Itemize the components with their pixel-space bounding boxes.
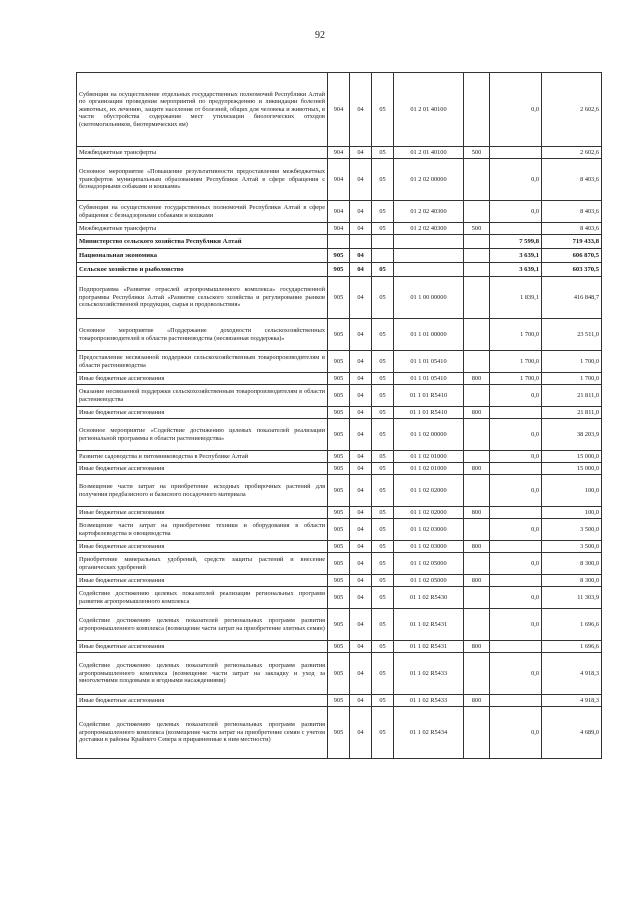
row-name-cell: Содействие достижению целевых показателей региональных программ развития агропромышленного комплекса (возмещение части затрат на приобретение элитных семян) bbox=[77, 609, 328, 641]
section-code-cell: 04 bbox=[350, 147, 372, 159]
amount-total-cell: 8 300,0 bbox=[542, 553, 602, 575]
row-name-cell: Возмещение части затрат на приобретение исходных пробирочных растений для получения предбазисного и базисного посадочного материала bbox=[77, 475, 328, 507]
target-article-cell bbox=[394, 263, 464, 277]
amount-change-cell: 3 639,1 bbox=[490, 249, 542, 263]
table-row bbox=[77, 147, 602, 159]
amount-total-cell: 606 870,5 bbox=[542, 249, 602, 263]
subsection-code-cell: 05 bbox=[372, 695, 394, 707]
amount-total-cell: 4 689,0 bbox=[542, 707, 602, 759]
amount-change-cell: 0,0 bbox=[490, 475, 542, 507]
target-article-cell: 01 2 02 40300 bbox=[394, 201, 464, 223]
section-code-cell: 04 bbox=[350, 575, 372, 587]
table-row bbox=[77, 463, 602, 475]
section-code-cell: 04 bbox=[350, 653, 372, 695]
amount-change-cell bbox=[490, 507, 542, 519]
subsection-code-cell: 05 bbox=[372, 653, 394, 695]
section-code-cell: 04 bbox=[350, 159, 372, 201]
expense-type-cell bbox=[464, 519, 490, 541]
table-row bbox=[77, 319, 602, 351]
amount-total-cell: 8 300,0 bbox=[542, 575, 602, 587]
section-code-cell bbox=[350, 235, 372, 249]
amount-total-cell: 8 403,6 bbox=[542, 223, 602, 235]
section-code-cell: 04 bbox=[350, 73, 372, 147]
ministry-code-cell: 905 bbox=[328, 609, 350, 641]
ministry-code-cell: 905 bbox=[328, 575, 350, 587]
subsection-code-cell: 05 bbox=[372, 159, 394, 201]
table-row bbox=[77, 475, 602, 507]
ministry-code-cell: 905 bbox=[328, 351, 350, 373]
subsection-code-cell: 05 bbox=[372, 519, 394, 541]
row-name-cell: Основное мероприятие «Повышение результативности предоставления межбюджетных трансфертов муниципальным образованиям Республики Алтай в сфере обращения с безнадзорными собаками и кошками» bbox=[77, 159, 328, 201]
table-row bbox=[77, 407, 602, 419]
expense-type-cell bbox=[464, 263, 490, 277]
ministry-code-cell: 905 bbox=[328, 249, 350, 263]
row-name-cell: Оказание несвязанной поддержки сельскохозяйственным товаропроизводителям в области растениеводства bbox=[77, 385, 328, 407]
target-article-cell: 01 1 01 05410 bbox=[394, 373, 464, 385]
ministry-code-cell: 905 bbox=[328, 373, 350, 385]
section-code-cell: 04 bbox=[350, 385, 372, 407]
ministry-code-cell: 904 bbox=[328, 73, 350, 147]
amount-total-cell: 416 848,7 bbox=[542, 277, 602, 319]
expense-type-cell bbox=[464, 319, 490, 351]
section-code-cell: 04 bbox=[350, 553, 372, 575]
ministry-code-cell: 904 bbox=[328, 159, 350, 201]
expense-type-cell bbox=[464, 419, 490, 451]
ministry-code-cell: 905 bbox=[328, 707, 350, 759]
section-code-cell: 04 bbox=[350, 507, 372, 519]
ministry-code-cell: 905 bbox=[328, 587, 350, 609]
target-article-cell: 01 1 02 02000 bbox=[394, 507, 464, 519]
target-article-cell: 01 1 02 R5433 bbox=[394, 695, 464, 707]
target-article-cell: 01 1 02 03000 bbox=[394, 541, 464, 553]
table-row bbox=[77, 519, 602, 541]
amount-change-cell bbox=[490, 463, 542, 475]
section-code-cell: 04 bbox=[350, 695, 372, 707]
ministry-code-cell: 905 bbox=[328, 451, 350, 463]
ministry-code-cell: 905 bbox=[328, 407, 350, 419]
section-code-cell: 04 bbox=[350, 475, 372, 507]
subsection-code-cell: 05 bbox=[372, 373, 394, 385]
ministry-code-cell: 905 bbox=[328, 319, 350, 351]
amount-total-cell: 15 000,0 bbox=[542, 463, 602, 475]
expense-type-cell bbox=[464, 277, 490, 319]
ministry-code-cell: 905 bbox=[328, 653, 350, 695]
expense-type-cell bbox=[464, 73, 490, 147]
ministry-code-cell: 905 bbox=[328, 475, 350, 507]
subsection-code-cell: 05 bbox=[372, 319, 394, 351]
section-code-cell: 04 bbox=[350, 463, 372, 475]
amount-total-cell: 3 500,0 bbox=[542, 541, 602, 553]
target-article-cell: 01 1 02 01000 bbox=[394, 451, 464, 463]
amount-change-cell bbox=[490, 695, 542, 707]
amount-total-cell: 8 403,6 bbox=[542, 159, 602, 201]
subsection-code-cell bbox=[372, 235, 394, 249]
section-code-cell: 04 bbox=[350, 223, 372, 235]
subsection-code-cell: 05 bbox=[372, 223, 394, 235]
table-row bbox=[77, 263, 602, 277]
section-code-cell: 04 bbox=[350, 263, 372, 277]
ministry-code-cell: 905 bbox=[328, 541, 350, 553]
amount-change-cell: 1 839,1 bbox=[490, 277, 542, 319]
amount-change-cell: 1 700,0 bbox=[490, 351, 542, 373]
row-name-cell: Министерство сельского хозяйства Республики Алтай bbox=[77, 235, 328, 249]
row-name-cell: Иные бюджетные ассигнования bbox=[77, 695, 328, 707]
amount-total-cell: 4 918,3 bbox=[542, 695, 602, 707]
table-row bbox=[77, 541, 602, 553]
subsection-code-cell: 05 bbox=[372, 507, 394, 519]
amount-change-cell: 0,0 bbox=[490, 159, 542, 201]
table-row bbox=[77, 451, 602, 463]
row-name-cell: Подпрограмма «Развитие отраслей агропромышленного комплекса» государственной программы Республики Алтай «Развитие сельского хозяйства и регулирование рынков сельскохозяйственной продукции, сырья и продовольствия» bbox=[77, 277, 328, 319]
table-row bbox=[77, 507, 602, 519]
target-article-cell: 01 1 01 R5410 bbox=[394, 385, 464, 407]
amount-total-cell: 4 918,3 bbox=[542, 653, 602, 695]
table-row bbox=[77, 695, 602, 707]
table-row bbox=[77, 277, 602, 319]
table-row bbox=[77, 575, 602, 587]
target-article-cell bbox=[394, 249, 464, 263]
target-article-cell: 01 1 02 R5431 bbox=[394, 641, 464, 653]
section-code-cell: 04 bbox=[350, 373, 372, 385]
table-row bbox=[77, 641, 602, 653]
expense-type-cell: 800 bbox=[464, 541, 490, 553]
amount-total-cell: 1 696,6 bbox=[542, 641, 602, 653]
row-name-cell: Иные бюджетные ассигнования bbox=[77, 373, 328, 385]
subsection-code-cell: 05 bbox=[372, 277, 394, 319]
row-name-cell: Межбюджетные трансферты bbox=[77, 223, 328, 235]
table-row bbox=[77, 201, 602, 223]
amount-change-cell: 1 700,0 bbox=[490, 319, 542, 351]
expense-type-cell bbox=[464, 475, 490, 507]
amount-total-cell: 21 811,0 bbox=[542, 407, 602, 419]
expense-type-cell bbox=[464, 707, 490, 759]
row-name-cell: Межбюджетные трансферты bbox=[77, 147, 328, 159]
subsection-code-cell: 05 bbox=[372, 451, 394, 463]
target-article-cell: 01 1 00 00000 bbox=[394, 277, 464, 319]
amount-total-cell: 23 511,0 bbox=[542, 319, 602, 351]
subsection-code-cell: 05 bbox=[372, 147, 394, 159]
section-code-cell: 04 bbox=[350, 277, 372, 319]
budget-table-body bbox=[77, 73, 602, 759]
target-article-cell: 01 2 01 40100 bbox=[394, 147, 464, 159]
amount-total-cell: 2 602,6 bbox=[542, 73, 602, 147]
amount-change-cell: 7 599,8 bbox=[490, 235, 542, 249]
ministry-code-cell: 905 bbox=[328, 463, 350, 475]
amount-change-cell: 3 639,1 bbox=[490, 263, 542, 277]
target-article-cell: 01 1 02 05000 bbox=[394, 575, 464, 587]
subsection-code-cell: 05 bbox=[372, 263, 394, 277]
subsection-code-cell: 05 bbox=[372, 641, 394, 653]
section-code-cell: 04 bbox=[350, 641, 372, 653]
amount-total-cell: 15 000,0 bbox=[542, 451, 602, 463]
section-code-cell: 04 bbox=[350, 319, 372, 351]
section-code-cell: 04 bbox=[350, 609, 372, 641]
amount-total-cell: 603 370,5 bbox=[542, 263, 602, 277]
amount-total-cell: 1 700,0 bbox=[542, 351, 602, 373]
ministry-code-cell: 905 bbox=[328, 519, 350, 541]
table-row bbox=[77, 653, 602, 695]
amount-total-cell: 8 403,6 bbox=[542, 201, 602, 223]
amount-total-cell: 21 811,0 bbox=[542, 385, 602, 407]
target-article-cell: 01 1 02 01000 bbox=[394, 463, 464, 475]
row-name-cell: Субвенции на осуществление отдельных государственных полномочий Республики Алтай по организации проведения мероприятий по предупреждению и ликвидации болезней животных, их лечению, защите населения от болезней, общих для человека и животных, в части обустройства содержания мест утилизации биологических отходов (скотомогильников, биотермических ям) bbox=[77, 73, 328, 147]
target-article-cell: 01 1 02 R5431 bbox=[394, 609, 464, 641]
amount-total-cell: 100,0 bbox=[542, 507, 602, 519]
subsection-code-cell: 05 bbox=[372, 73, 394, 147]
subsection-code-cell: 05 bbox=[372, 201, 394, 223]
expense-type-cell bbox=[464, 351, 490, 373]
page-number: 92 bbox=[315, 30, 325, 41]
row-name-cell: Приобретение минеральных удобрений, средств защиты растений и внесение органических удобрений bbox=[77, 553, 328, 575]
amount-change-cell: 0,0 bbox=[490, 201, 542, 223]
row-name-cell: Возмещение части затрат на приобретение техники и оборудования в области картофелеводства и овощеводства bbox=[77, 519, 328, 541]
amount-change-cell bbox=[490, 223, 542, 235]
section-code-cell: 04 bbox=[350, 419, 372, 451]
amount-change-cell bbox=[490, 541, 542, 553]
expense-type-cell bbox=[464, 653, 490, 695]
ministry-code-cell: 904 bbox=[328, 201, 350, 223]
amount-change-cell: 1 700,0 bbox=[490, 373, 542, 385]
amount-change-cell: 0,0 bbox=[490, 707, 542, 759]
amount-change-cell: 0,0 bbox=[490, 587, 542, 609]
target-article-cell: 01 1 01 00000 bbox=[394, 319, 464, 351]
section-code-cell: 04 bbox=[350, 451, 372, 463]
ministry-code-cell: 905 bbox=[328, 553, 350, 575]
ministry-code-cell: 904 bbox=[328, 147, 350, 159]
section-code-cell: 04 bbox=[350, 541, 372, 553]
row-name-cell: Содействие достижению целевых показателей региональных программ развития агропромышленного комплекса (возмещение части затрат на приобретение семян с учетом доставки в районы Крайнего Севера и приравненные к ним местности) bbox=[77, 707, 328, 759]
row-name-cell: Иные бюджетные ассигнования bbox=[77, 541, 328, 553]
table-row bbox=[77, 707, 602, 759]
amount-change-cell bbox=[490, 407, 542, 419]
expense-type-cell: 800 bbox=[464, 641, 490, 653]
amount-change-cell: 0,0 bbox=[490, 653, 542, 695]
amount-change-cell: 0,0 bbox=[490, 73, 542, 147]
subsection-code-cell: 05 bbox=[372, 609, 394, 641]
subsection-code-cell bbox=[372, 249, 394, 263]
expense-type-cell bbox=[464, 587, 490, 609]
row-name-cell: Развитие садоводства и питомниководства в Республике Алтай bbox=[77, 451, 328, 463]
section-code-cell: 04 bbox=[350, 587, 372, 609]
amount-total-cell: 100,0 bbox=[542, 475, 602, 507]
amount-change-cell bbox=[490, 641, 542, 653]
subsection-code-cell: 05 bbox=[372, 463, 394, 475]
expense-type-cell bbox=[464, 385, 490, 407]
amount-change-cell: 0,0 bbox=[490, 609, 542, 641]
row-name-cell: Иные бюджетные ассигнования bbox=[77, 407, 328, 419]
expense-type-cell: 800 bbox=[464, 463, 490, 475]
expense-type-cell: 800 bbox=[464, 507, 490, 519]
subsection-code-cell: 05 bbox=[372, 419, 394, 451]
table-row bbox=[77, 159, 602, 201]
row-name-cell: Иные бюджетные ассигнования bbox=[77, 507, 328, 519]
table-row bbox=[77, 373, 602, 385]
target-article-cell: 01 2 02 40300 bbox=[394, 223, 464, 235]
subsection-code-cell: 05 bbox=[372, 351, 394, 373]
row-name-cell: Содействие достижению целевых показателей региональных программ развития агропромышленного комплекса (возмещение части затрат на закладку и уход за многолетними плодовыми и ягодными насаждениями) bbox=[77, 653, 328, 695]
subsection-code-cell: 05 bbox=[372, 707, 394, 759]
target-article-cell: 01 1 02 02000 bbox=[394, 475, 464, 507]
amount-total-cell: 3 500,0 bbox=[542, 519, 602, 541]
table-row bbox=[77, 419, 602, 451]
table-row bbox=[77, 587, 602, 609]
row-name-cell: Содействие достижению целевых показателей реализации региональных программ развития агропромышленного комплекса bbox=[77, 587, 328, 609]
table-row bbox=[77, 609, 602, 641]
subsection-code-cell: 05 bbox=[372, 385, 394, 407]
expense-type-cell: 800 bbox=[464, 575, 490, 587]
expense-type-cell bbox=[464, 553, 490, 575]
target-article-cell: 01 1 02 00000 bbox=[394, 419, 464, 451]
row-name-cell: Сельское хозяйство и рыболовство bbox=[77, 263, 328, 277]
ministry-code-cell: 905 bbox=[328, 277, 350, 319]
row-name-cell: Национальная экономика bbox=[77, 249, 328, 263]
amount-total-cell: 1 696,6 bbox=[542, 609, 602, 641]
amount-total-cell: 2 602,6 bbox=[542, 147, 602, 159]
target-article-cell: 01 1 02 R5433 bbox=[394, 653, 464, 695]
target-article-cell: 01 1 02 R5430 bbox=[394, 587, 464, 609]
amount-change-cell: 0,0 bbox=[490, 385, 542, 407]
ministry-code-cell: 905 bbox=[328, 641, 350, 653]
target-article-cell: 01 1 02 03000 bbox=[394, 519, 464, 541]
row-name-cell: Основное мероприятие «Содействие достижению целевых показателей реализации региональной программы в области растениеводства» bbox=[77, 419, 328, 451]
section-code-cell: 04 bbox=[350, 201, 372, 223]
amount-total-cell: 38 203,9 bbox=[542, 419, 602, 451]
row-name-cell: Иные бюджетные ассигнования bbox=[77, 575, 328, 587]
ministry-code-cell: 905 bbox=[328, 419, 350, 451]
amount-change-cell: 0,0 bbox=[490, 553, 542, 575]
table-row bbox=[77, 235, 602, 249]
target-article-cell: 01 1 02 05000 bbox=[394, 553, 464, 575]
subsection-code-cell: 05 bbox=[372, 575, 394, 587]
amount-total-cell: 719 433,8 bbox=[542, 235, 602, 249]
expense-type-cell bbox=[464, 201, 490, 223]
subsection-code-cell: 05 bbox=[372, 475, 394, 507]
amount-change-cell: 0,0 bbox=[490, 419, 542, 451]
row-name-cell: Иные бюджетные ассигнования bbox=[77, 641, 328, 653]
target-article-cell bbox=[394, 235, 464, 249]
amount-change-cell: 0,0 bbox=[490, 519, 542, 541]
expense-type-cell: 500 bbox=[464, 147, 490, 159]
expense-type-cell: 500 bbox=[464, 223, 490, 235]
section-code-cell: 04 bbox=[350, 407, 372, 419]
expense-type-cell: 800 bbox=[464, 373, 490, 385]
target-article-cell: 01 2 02 00000 bbox=[394, 159, 464, 201]
row-name-cell: Предоставление несвязанной поддержки сельскохозяйственным товаропроизводителям в области растениеводства bbox=[77, 351, 328, 373]
table-row bbox=[77, 73, 602, 147]
section-code-cell: 04 bbox=[350, 249, 372, 263]
table-row bbox=[77, 223, 602, 235]
ministry-code-cell: 905 bbox=[328, 695, 350, 707]
expense-type-cell bbox=[464, 609, 490, 641]
expense-type-cell bbox=[464, 159, 490, 201]
amount-change-cell bbox=[490, 575, 542, 587]
table-row bbox=[77, 553, 602, 575]
target-article-cell: 01 2 01 40100 bbox=[394, 73, 464, 147]
expense-type-cell: 800 bbox=[464, 695, 490, 707]
ministry-code-cell: 905 bbox=[328, 263, 350, 277]
expense-type-cell bbox=[464, 235, 490, 249]
ministry-code-cell: 905 bbox=[328, 385, 350, 407]
ministry-code-cell bbox=[328, 235, 350, 249]
section-code-cell: 04 bbox=[350, 707, 372, 759]
row-name-cell: Основное мероприятие «Поддержание доходности сельскохозяйственных товаропроизводителей в области растениеводства (несвязанная поддержка)» bbox=[77, 319, 328, 351]
row-name-cell: Субвенции на осуществление государственных полномочий Республики Алтай в сфере обращения с безнадзорными собаками и кошками bbox=[77, 201, 328, 223]
ministry-code-cell: 905 bbox=[328, 507, 350, 519]
amount-total-cell: 1 700,0 bbox=[542, 373, 602, 385]
amount-total-cell: 11 303,9 bbox=[542, 587, 602, 609]
table-row bbox=[77, 351, 602, 373]
target-article-cell: 01 1 01 R5410 bbox=[394, 407, 464, 419]
table-row bbox=[77, 385, 602, 407]
expense-type-cell bbox=[464, 249, 490, 263]
table-row bbox=[77, 249, 602, 263]
subsection-code-cell: 05 bbox=[372, 587, 394, 609]
amount-change-cell: 0,0 bbox=[490, 451, 542, 463]
subsection-code-cell: 05 bbox=[372, 407, 394, 419]
subsection-code-cell: 05 bbox=[372, 541, 394, 553]
section-code-cell: 04 bbox=[350, 351, 372, 373]
target-article-cell: 01 1 02 R5434 bbox=[394, 707, 464, 759]
ministry-code-cell: 904 bbox=[328, 223, 350, 235]
expense-type-cell: 800 bbox=[464, 407, 490, 419]
budget-table bbox=[76, 72, 602, 759]
expense-type-cell bbox=[464, 451, 490, 463]
target-article-cell: 01 1 01 05410 bbox=[394, 351, 464, 373]
row-name-cell: Иные бюджетные ассигнования bbox=[77, 463, 328, 475]
subsection-code-cell: 05 bbox=[372, 553, 394, 575]
section-code-cell: 04 bbox=[350, 519, 372, 541]
amount-change-cell bbox=[490, 147, 542, 159]
